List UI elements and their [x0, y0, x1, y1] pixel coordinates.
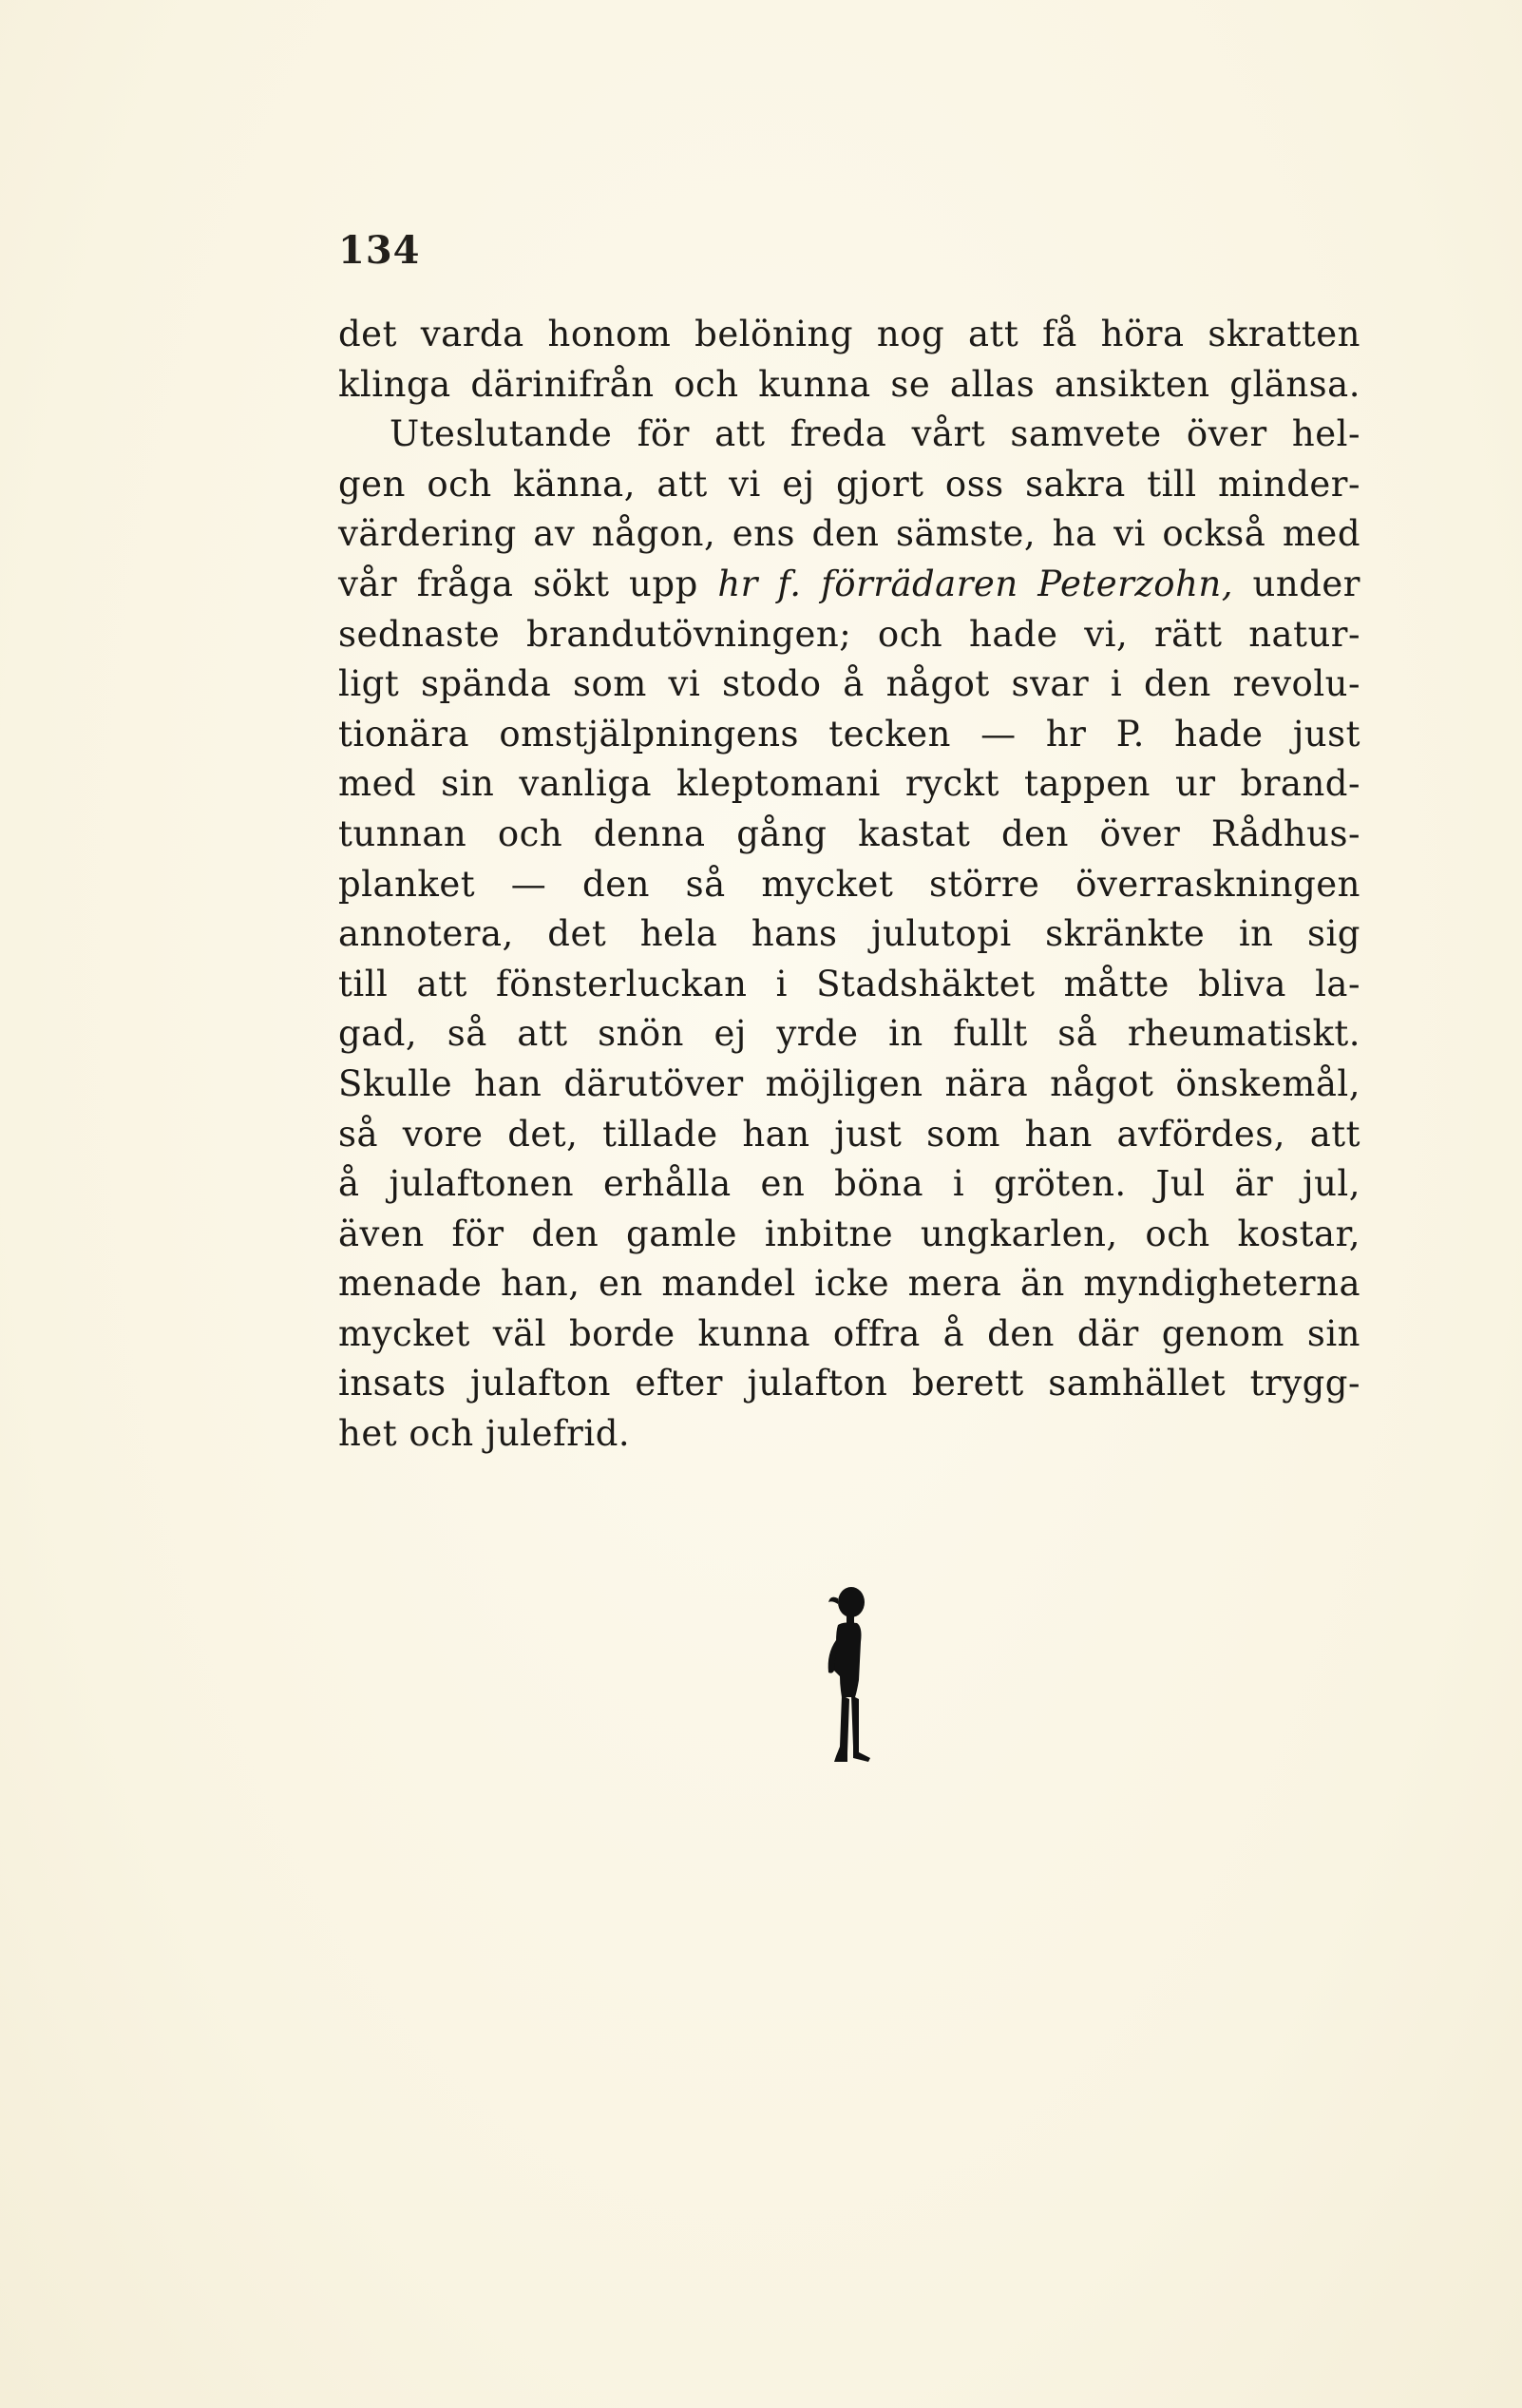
text-line-content: till att fönsterluckan i Stadshäktet måtte bliva la- — [338, 963, 1360, 1004]
text-line — [338, 1259, 1360, 1309]
text-line — [338, 1060, 1360, 1110]
text-line — [338, 1009, 1360, 1060]
text-line — [338, 810, 1360, 860]
text-line — [338, 310, 1360, 360]
text-line — [338, 1309, 1360, 1360]
text-line — [338, 1110, 1360, 1160]
text-line-content: menade han, en mandel icke mera än myndigheterna — [338, 1263, 1360, 1305]
text-line — [338, 659, 1360, 710]
text-line — [338, 1409, 1360, 1460]
child-silhouette-icon — [815, 1585, 882, 1771]
text-line — [338, 710, 1360, 760]
text-line-content: Skulle han därutöver möjligen nära något önskemål, — [338, 1062, 1360, 1104]
text-line — [338, 860, 1360, 910]
text-line-content: vår fråga sökt upp — [338, 563, 718, 604]
text-line — [338, 360, 1360, 411]
text-line-content: tunnan och denna gång kastat den över Rådhus- — [338, 812, 1360, 854]
italic-name: hr f. förrädaren Peterzohn, — [717, 563, 1233, 604]
text-line — [338, 460, 1360, 510]
text-line-content: värdering av någon, ens den sämste, ha vi också med — [338, 513, 1360, 555]
text-line — [338, 1159, 1360, 1210]
text-line-content: tionära omstjälpningens tecken — hr P. hade just — [338, 713, 1360, 755]
text-line — [338, 960, 1360, 1010]
text-line-content: gad, så att snön ej yrde in fullt så rheumatiskt. — [338, 1013, 1360, 1055]
text-line — [338, 610, 1360, 660]
text-line — [338, 909, 1360, 960]
page-number: 134 — [338, 228, 421, 273]
text-line-content: insats julafton efter julafton berett samhället trygg- — [338, 1363, 1360, 1405]
text-line-content: det varda honom belöning nog att få höra skratten — [338, 314, 1360, 354]
body-text — [338, 310, 1360, 1460]
text-line — [338, 759, 1360, 810]
text-line-content: under — [1233, 563, 1360, 604]
text-line-content: ligt spända som vi stodo å något svar i den revolu- — [338, 663, 1360, 705]
text-line-content: planket — den så mycket större överraskningen — [338, 863, 1360, 905]
text-line-content: med sin vanliga kleptomani ryckt tappen ur brand- — [338, 763, 1360, 805]
text-line — [338, 560, 1360, 610]
text-line — [338, 1210, 1360, 1260]
text-line — [338, 410, 1360, 460]
text-line-content: Uteslutande för att freda vårt samvete över hel- — [390, 413, 1360, 455]
text-line — [338, 1359, 1360, 1409]
text-line-content: även för den gamle inbitne ungkarlen, och kostar, — [338, 1213, 1360, 1254]
text-line-content: annotera, det hela hans julutopi skränkte in sig — [338, 913, 1360, 955]
text-line-content: gen och känna, att vi ej gjort oss sakra till minder- — [338, 463, 1360, 505]
text-line-content: klinga därinifrån och kunna se allas ansikten glänsa. — [338, 363, 1360, 405]
text-line-content: sednaste brandutövningen; och hade vi, rätt natur- — [338, 613, 1360, 655]
text-line — [338, 509, 1360, 560]
text-line-content: mycket väl borde kunna offra å den där genom sin — [338, 1312, 1360, 1354]
text-line-content: å julaftonen erhålla en böna i gröten. Jul är jul, — [338, 1163, 1360, 1205]
text-line-content: het och julefrid. — [338, 1413, 631, 1455]
text-line-content: så vore det, tillade han just som han avfördes, att — [338, 1113, 1360, 1155]
